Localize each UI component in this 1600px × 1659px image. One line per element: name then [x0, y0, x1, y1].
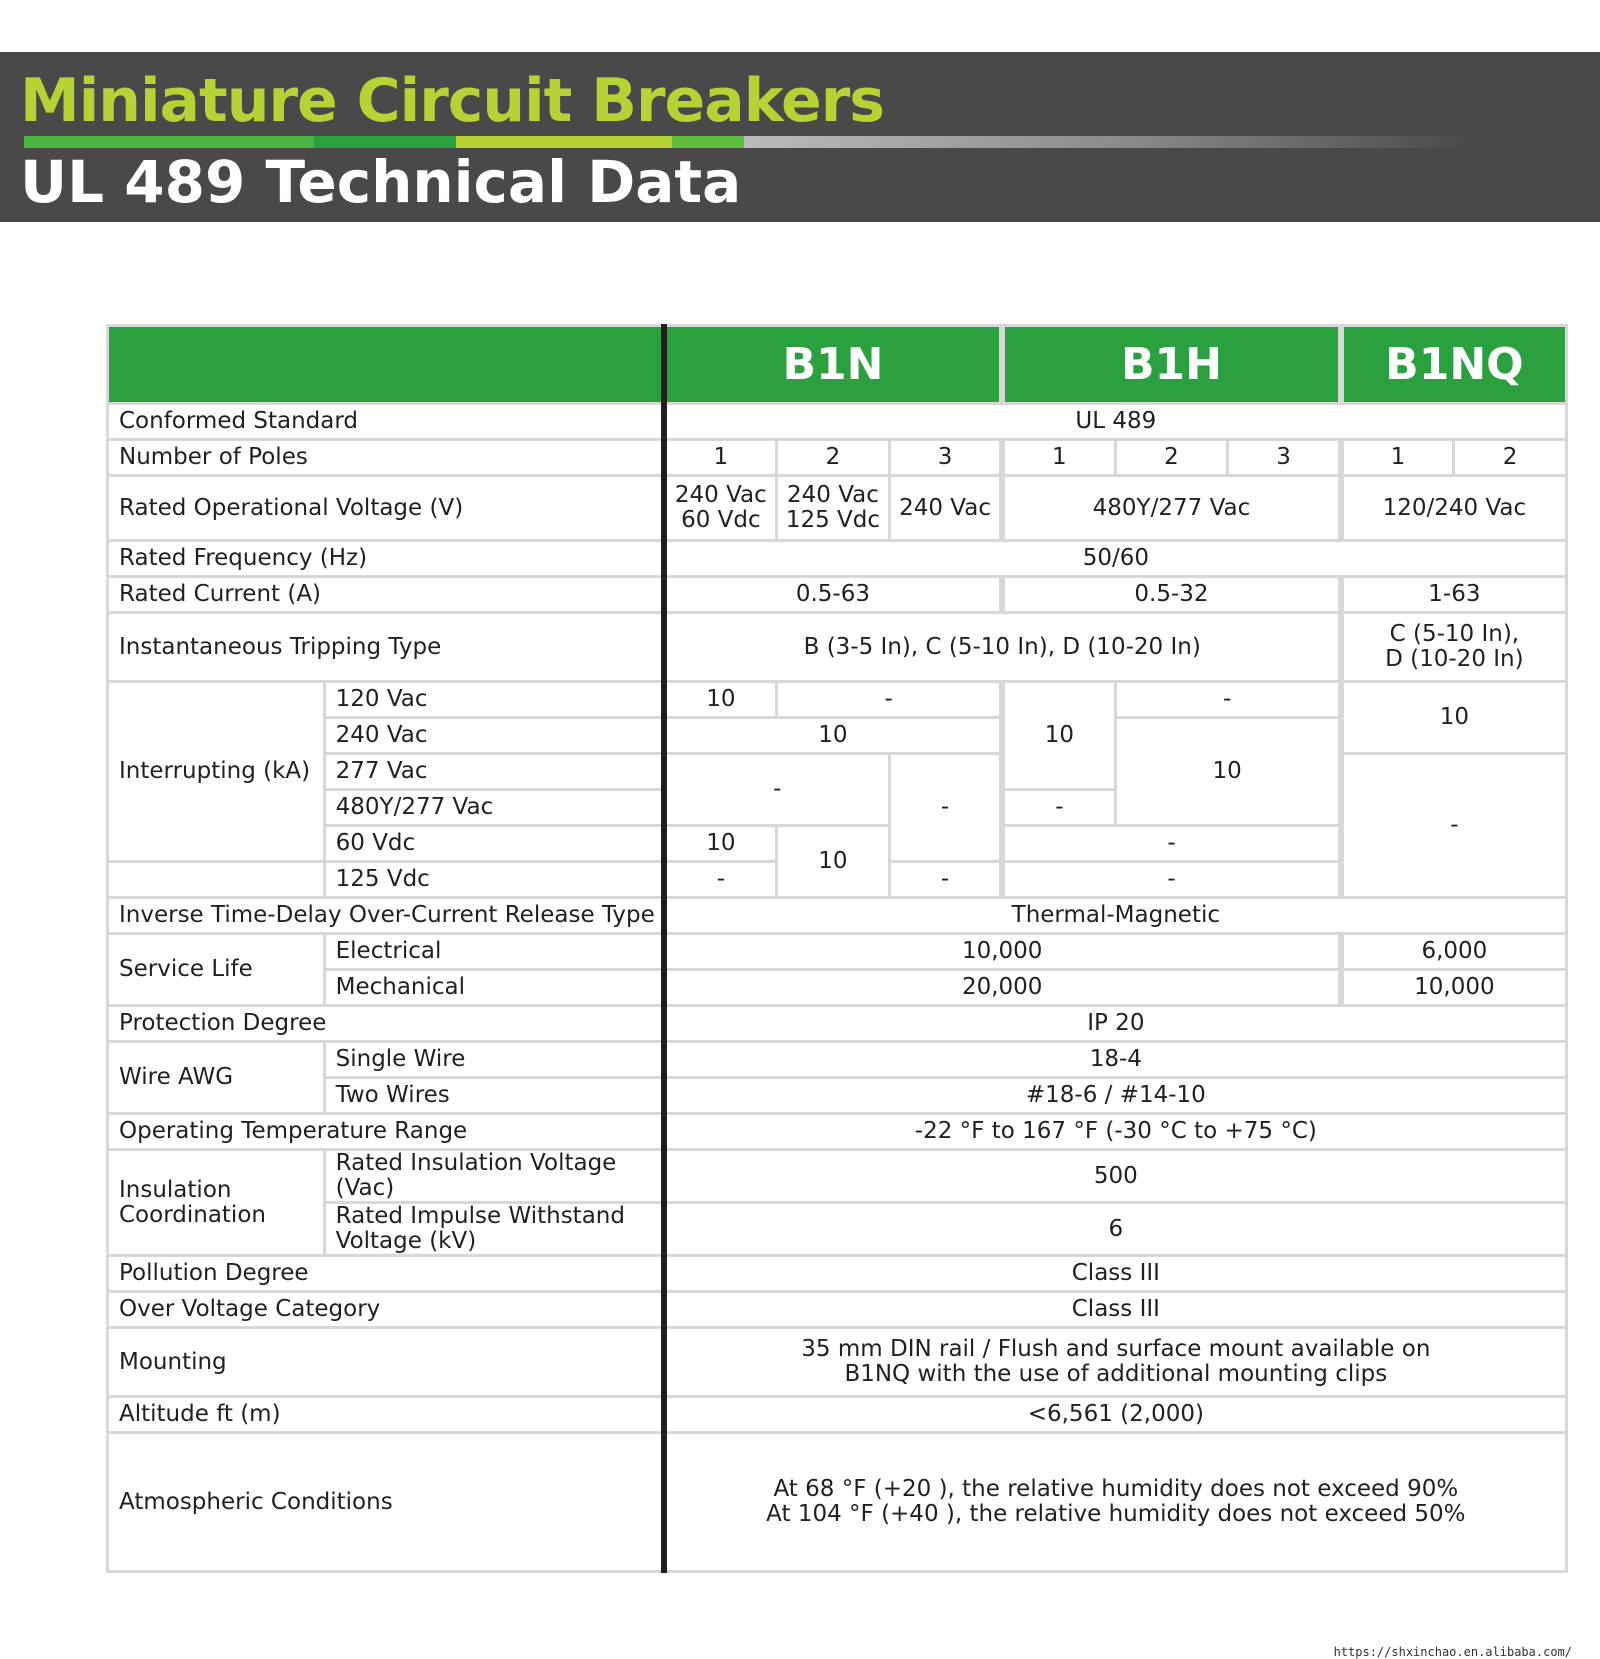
table-row	[108, 682, 1567, 718]
cell-value: 0.5-32	[1002, 577, 1341, 613]
cell-value: 10,000	[664, 934, 1341, 970]
table-row	[108, 1150, 1567, 1203]
table-row	[108, 541, 1567, 577]
row-label: Pollution Degree	[108, 1256, 664, 1292]
cell-value: IP 20	[664, 1006, 1567, 1042]
row-label-empty	[108, 862, 325, 898]
cell-value: 35 mm DIN rail / Flush and surface mount available on B1NQ with the use of additional mounting clips	[664, 1328, 1567, 1397]
cell-value: <6,561 (2,000)	[664, 1397, 1567, 1433]
page-title: Miniature Circuit Breakers	[20, 66, 885, 136]
cell-value: -	[1002, 826, 1341, 862]
table-row	[108, 1078, 1567, 1114]
sub-label: Electrical	[324, 934, 664, 970]
sub-label: Two Wires	[324, 1078, 664, 1114]
cell-value: 18-4	[664, 1042, 1567, 1078]
table-header-row	[108, 326, 1567, 404]
sub-label: 120 Vac	[324, 682, 664, 718]
cell-value: -	[1341, 754, 1567, 898]
cell-value: 10	[1002, 682, 1115, 790]
table-row	[108, 1006, 1567, 1042]
cell-value: 0.5-63	[664, 577, 1003, 613]
table-row	[108, 577, 1567, 613]
table-row	[108, 1203, 1567, 1256]
table-row	[108, 613, 1567, 682]
row-label: Rated Frequency (Hz)	[108, 541, 664, 577]
row-label: Number of Poles	[108, 440, 664, 476]
table-row	[108, 1433, 1567, 1572]
cell-value: 10	[777, 826, 890, 898]
row-label: Interrupting (kA)	[108, 682, 325, 862]
cell-value: 6,000	[1341, 934, 1567, 970]
sub-label: 125 Vdc	[324, 862, 664, 898]
table-row	[108, 1328, 1567, 1397]
color-stripe	[24, 136, 1474, 148]
sub-label: 60 Vdc	[324, 826, 664, 862]
cell-value: 10,000	[1341, 970, 1567, 1006]
cell-value: 1	[1002, 440, 1115, 476]
column-header-b1n: B1N	[664, 326, 1003, 404]
sub-label: 480Y/277 Vac	[324, 790, 664, 826]
cell-value: 1	[1341, 440, 1454, 476]
cell-value: 240 Vac 125 Vdc	[777, 476, 890, 541]
row-label: Rated Operational Voltage (V)	[108, 476, 664, 541]
cell-value: At 68 °F (+20 ), the relative humidity does not exceed 90% At 104 °F (+40 ), the relative humidity does not exceed 50%	[664, 1433, 1567, 1572]
column-header-b1nq: B1NQ	[1341, 326, 1567, 404]
header-banner	[0, 52, 1600, 222]
row-label: Conformed Standard	[108, 404, 664, 440]
cell-value: -22 °F to 167 °F (-30 °C to +75 °C)	[664, 1114, 1567, 1150]
cell-value: 240 Vac 60 Vdc	[664, 476, 777, 541]
cell-value: 120/240 Vac	[1341, 476, 1567, 541]
cell-value: -	[664, 754, 890, 826]
cell-value: 2	[1115, 440, 1228, 476]
sub-label: 240 Vac	[324, 718, 664, 754]
cell-value: 10	[1341, 682, 1567, 754]
table-row	[108, 1292, 1567, 1328]
sub-label: 277 Vac	[324, 754, 664, 790]
cell-value: -	[777, 682, 1003, 718]
table-row	[108, 754, 1567, 790]
sub-label: Single Wire	[324, 1042, 664, 1078]
table-row	[108, 476, 1567, 541]
row-label: Mounting	[108, 1328, 664, 1397]
cell-value: #18-6 / #14-10	[664, 1078, 1567, 1114]
cell-value: UL 489	[664, 404, 1567, 440]
row-label: Altitude ft (m)	[108, 1397, 664, 1433]
cell-value: Class III	[664, 1256, 1567, 1292]
cell-value: -	[1115, 682, 1341, 718]
cell-value: 500	[664, 1150, 1567, 1203]
cell-value: C (5-10 In), D (10-20 In)	[1341, 613, 1567, 682]
cell-value: 240 Vac	[889, 476, 1002, 541]
row-label: Wire AWG	[108, 1042, 325, 1114]
cell-value: 2	[777, 440, 890, 476]
table-row	[108, 934, 1567, 970]
row-label: Protection Degree	[108, 1006, 664, 1042]
cell-value: -	[889, 862, 1002, 898]
cell-value: -	[1002, 790, 1115, 826]
cell-value: 480Y/277 Vac	[1002, 476, 1341, 541]
cell-value: 10	[1115, 718, 1341, 826]
cell-value: 10	[664, 682, 777, 718]
table-row	[108, 898, 1567, 934]
cell-value: 10	[664, 826, 777, 862]
cell-value: B (3-5 In), C (5-10 In), D (10-20 In)	[664, 613, 1341, 682]
row-label: Rated Current (A)	[108, 577, 664, 613]
cell-value: 3	[1228, 440, 1341, 476]
cell-value: -	[664, 862, 777, 898]
table-row	[108, 1397, 1567, 1433]
table-row	[108, 1114, 1567, 1150]
cell-value: 10	[664, 718, 1003, 754]
cell-value: 20,000	[664, 970, 1341, 1006]
table-row	[108, 970, 1567, 1006]
table-row	[108, 1042, 1567, 1078]
source-watermark: https://shxinchao.en.alibaba.com/	[1333, 1645, 1572, 1659]
row-label: Atmospheric Conditions	[108, 1433, 664, 1572]
page-subtitle: UL 489 Technical Data	[20, 148, 742, 216]
column-header-b1h: B1H	[1002, 326, 1341, 404]
sub-label: Rated Impulse Withstand Voltage (kV)	[324, 1203, 664, 1256]
table-row	[108, 404, 1567, 440]
cell-value: 1	[664, 440, 777, 476]
row-label: Operating Temperature Range	[108, 1114, 664, 1150]
row-label: Insulation Coordination	[108, 1150, 325, 1256]
table-row	[108, 1256, 1567, 1292]
table-row	[108, 440, 1567, 476]
row-label: Over Voltage Category	[108, 1292, 664, 1328]
cell-value: -	[1002, 862, 1341, 898]
cell-value: -	[889, 754, 1002, 862]
row-label: Instantaneous Tripping Type	[108, 613, 664, 682]
header-blank-cell	[108, 326, 664, 404]
row-label: Inverse Time-Delay Over-Current Release Type	[108, 898, 664, 934]
cell-value: 3	[889, 440, 1002, 476]
cell-value: Class III	[664, 1292, 1567, 1328]
cell-value: 1-63	[1341, 577, 1567, 613]
cell-value: 2	[1454, 440, 1567, 476]
row-label: Service Life	[108, 934, 325, 1006]
sub-label: Mechanical	[324, 970, 664, 1006]
technical-data-table	[106, 324, 1568, 1573]
cell-value: 50/60	[664, 541, 1567, 577]
cell-value: 6	[664, 1203, 1567, 1256]
sub-label: Rated Insulation Voltage (Vac)	[324, 1150, 664, 1203]
cell-value: Thermal-Magnetic	[664, 898, 1567, 934]
